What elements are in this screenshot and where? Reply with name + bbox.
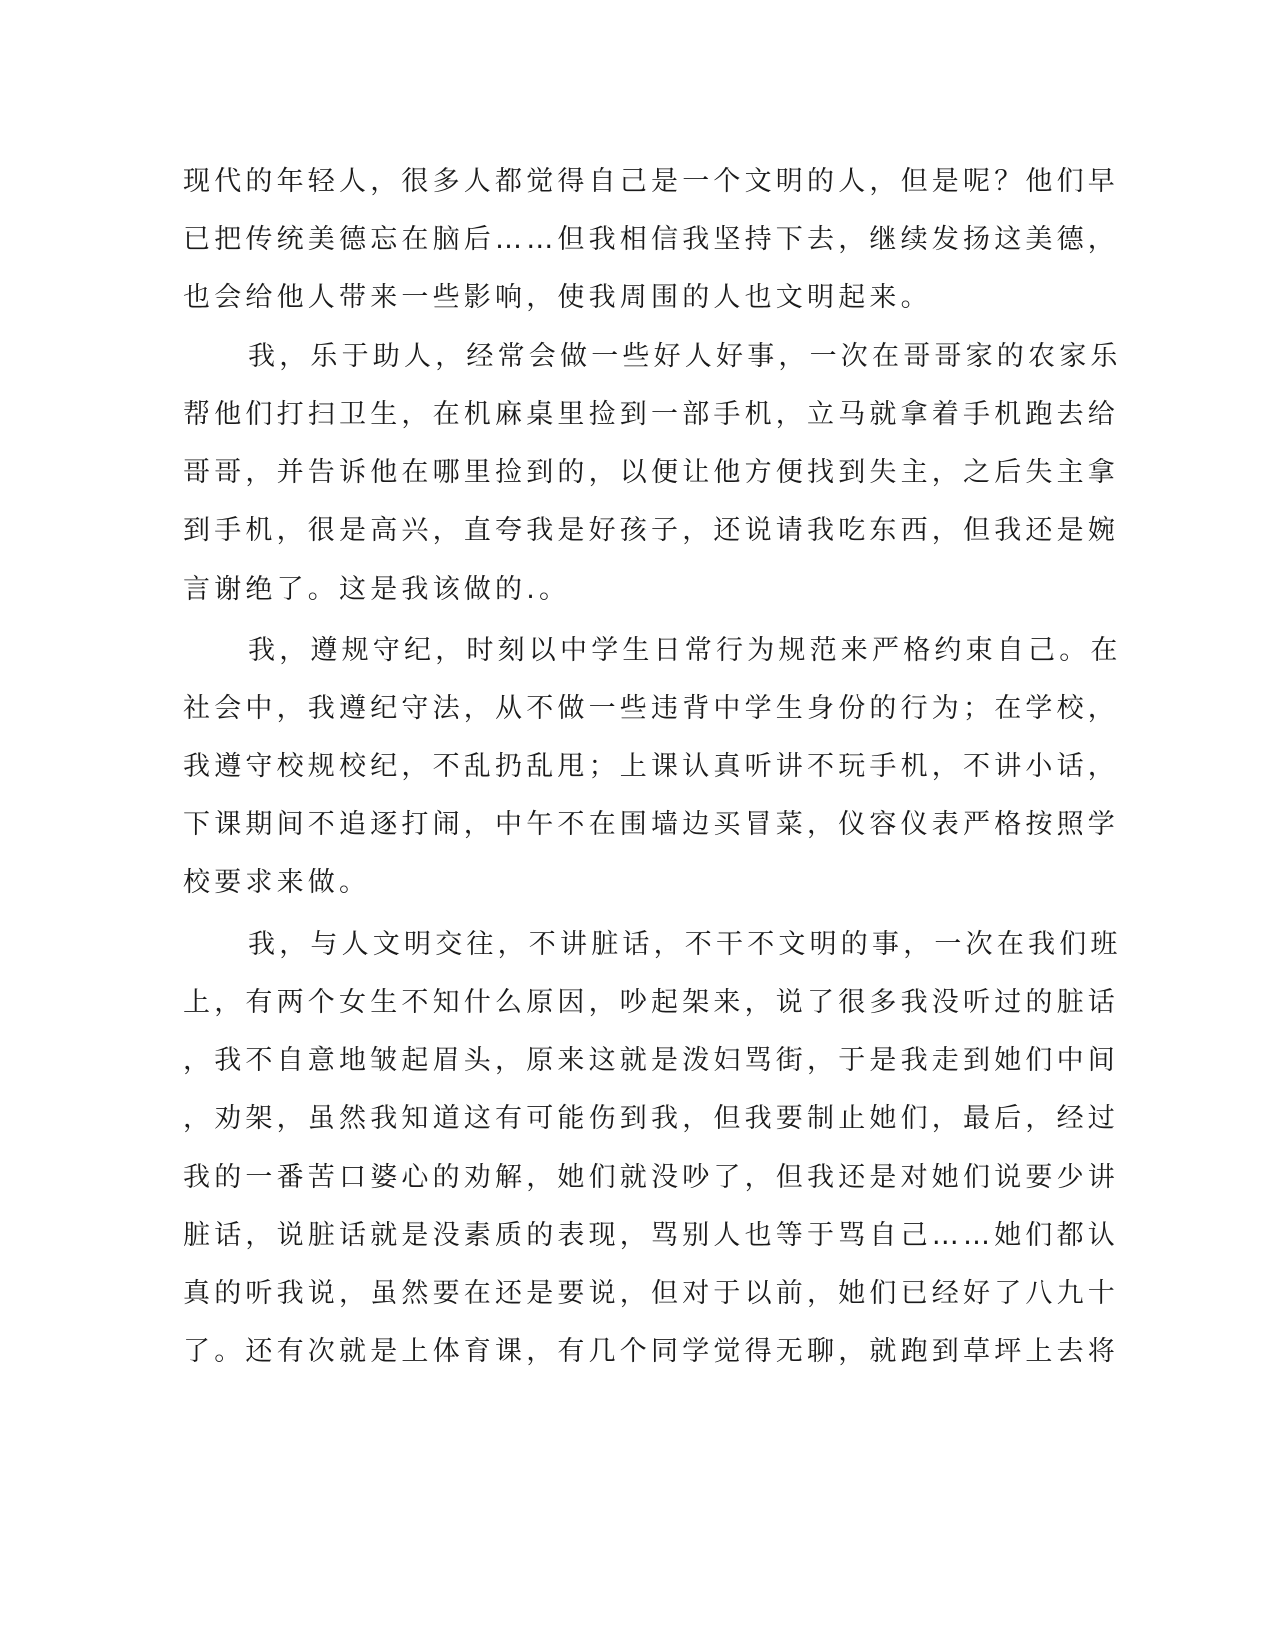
text-line: 言谢绝了。这是我该做的.。 — [183, 574, 571, 605]
paragraph-first-line: 我，遵规守纪，时刻以中学生日常行为规范来严格约束自己。在 — [248, 635, 1122, 666]
paragraph-first-line: 我，与人文明交往，不讲脏话，不干不文明的事，一次在我们班 — [248, 929, 1122, 960]
text-line: 了。还有次就是上体育课，有几个同学觉得无聊，就跑到草坪上去将 — [183, 1336, 1119, 1367]
text-line: ，我不自意地皱起眉头，原来这就是泼妇骂街，于是我走到她们中间 — [183, 1045, 1119, 1076]
text-line: 脏话，说脏话就是没素质的表现，骂别人也等于骂自己……她们都认 — [183, 1220, 1119, 1251]
text-line: 校要求来做。 — [183, 867, 371, 898]
text-line: 哥哥，并告诉他在哪里捡到的，以便让他方便找到失主，之后失主拿 — [183, 457, 1119, 488]
text-line: 社会中，我遵纪守法，从不做一些违背中学生身份的行为；在学校， — [183, 693, 1119, 724]
text-line: ，劝架，虽然我知道这有可能伤到我，但我要制止她们，最后，经过 — [183, 1103, 1119, 1134]
text-line: 下课期间不追逐打闹，中午不在围墙边买冒菜，仪容仪表严格按照学 — [183, 809, 1119, 840]
text-line: 已把传统美德忘在脑后……但我相信我坚持下去，继续发扬这美德， — [183, 224, 1119, 255]
paragraph-first-line: 我，乐于助人，经常会做一些好人好事，一次在哥哥家的农家乐 — [248, 341, 1122, 372]
text-line: 我遵守校规校纪，不乱扔乱甩；上课认真听讲不玩手机，不讲小话， — [183, 751, 1119, 782]
text-line: 真的听我说，虽然要在还是要说，但对于以前，她们已经好了八九十 — [183, 1278, 1119, 1309]
text-line: 上，有两个女生不知什么原因，吵起架来，说了很多我没听过的脏话 — [183, 987, 1119, 1018]
text-line: 现代的年轻人，很多人都觉得自己是一个文明的人，但是呢？他们早 — [183, 166, 1119, 197]
text-line: 我的一番苦口婆心的劝解，她们就没吵了，但我还是对她们说要少讲 — [183, 1162, 1119, 1193]
text-line: 也会给他人带来一些影响，使我周围的人也文明起来。 — [183, 282, 932, 313]
text-line: 到手机，很是高兴，直夸我是好孩子，还说请我吃东西，但我还是婉 — [183, 515, 1119, 546]
text-line: 帮他们打扫卫生，在机麻桌里捡到一部手机，立马就拿着手机跑去给 — [183, 399, 1119, 430]
